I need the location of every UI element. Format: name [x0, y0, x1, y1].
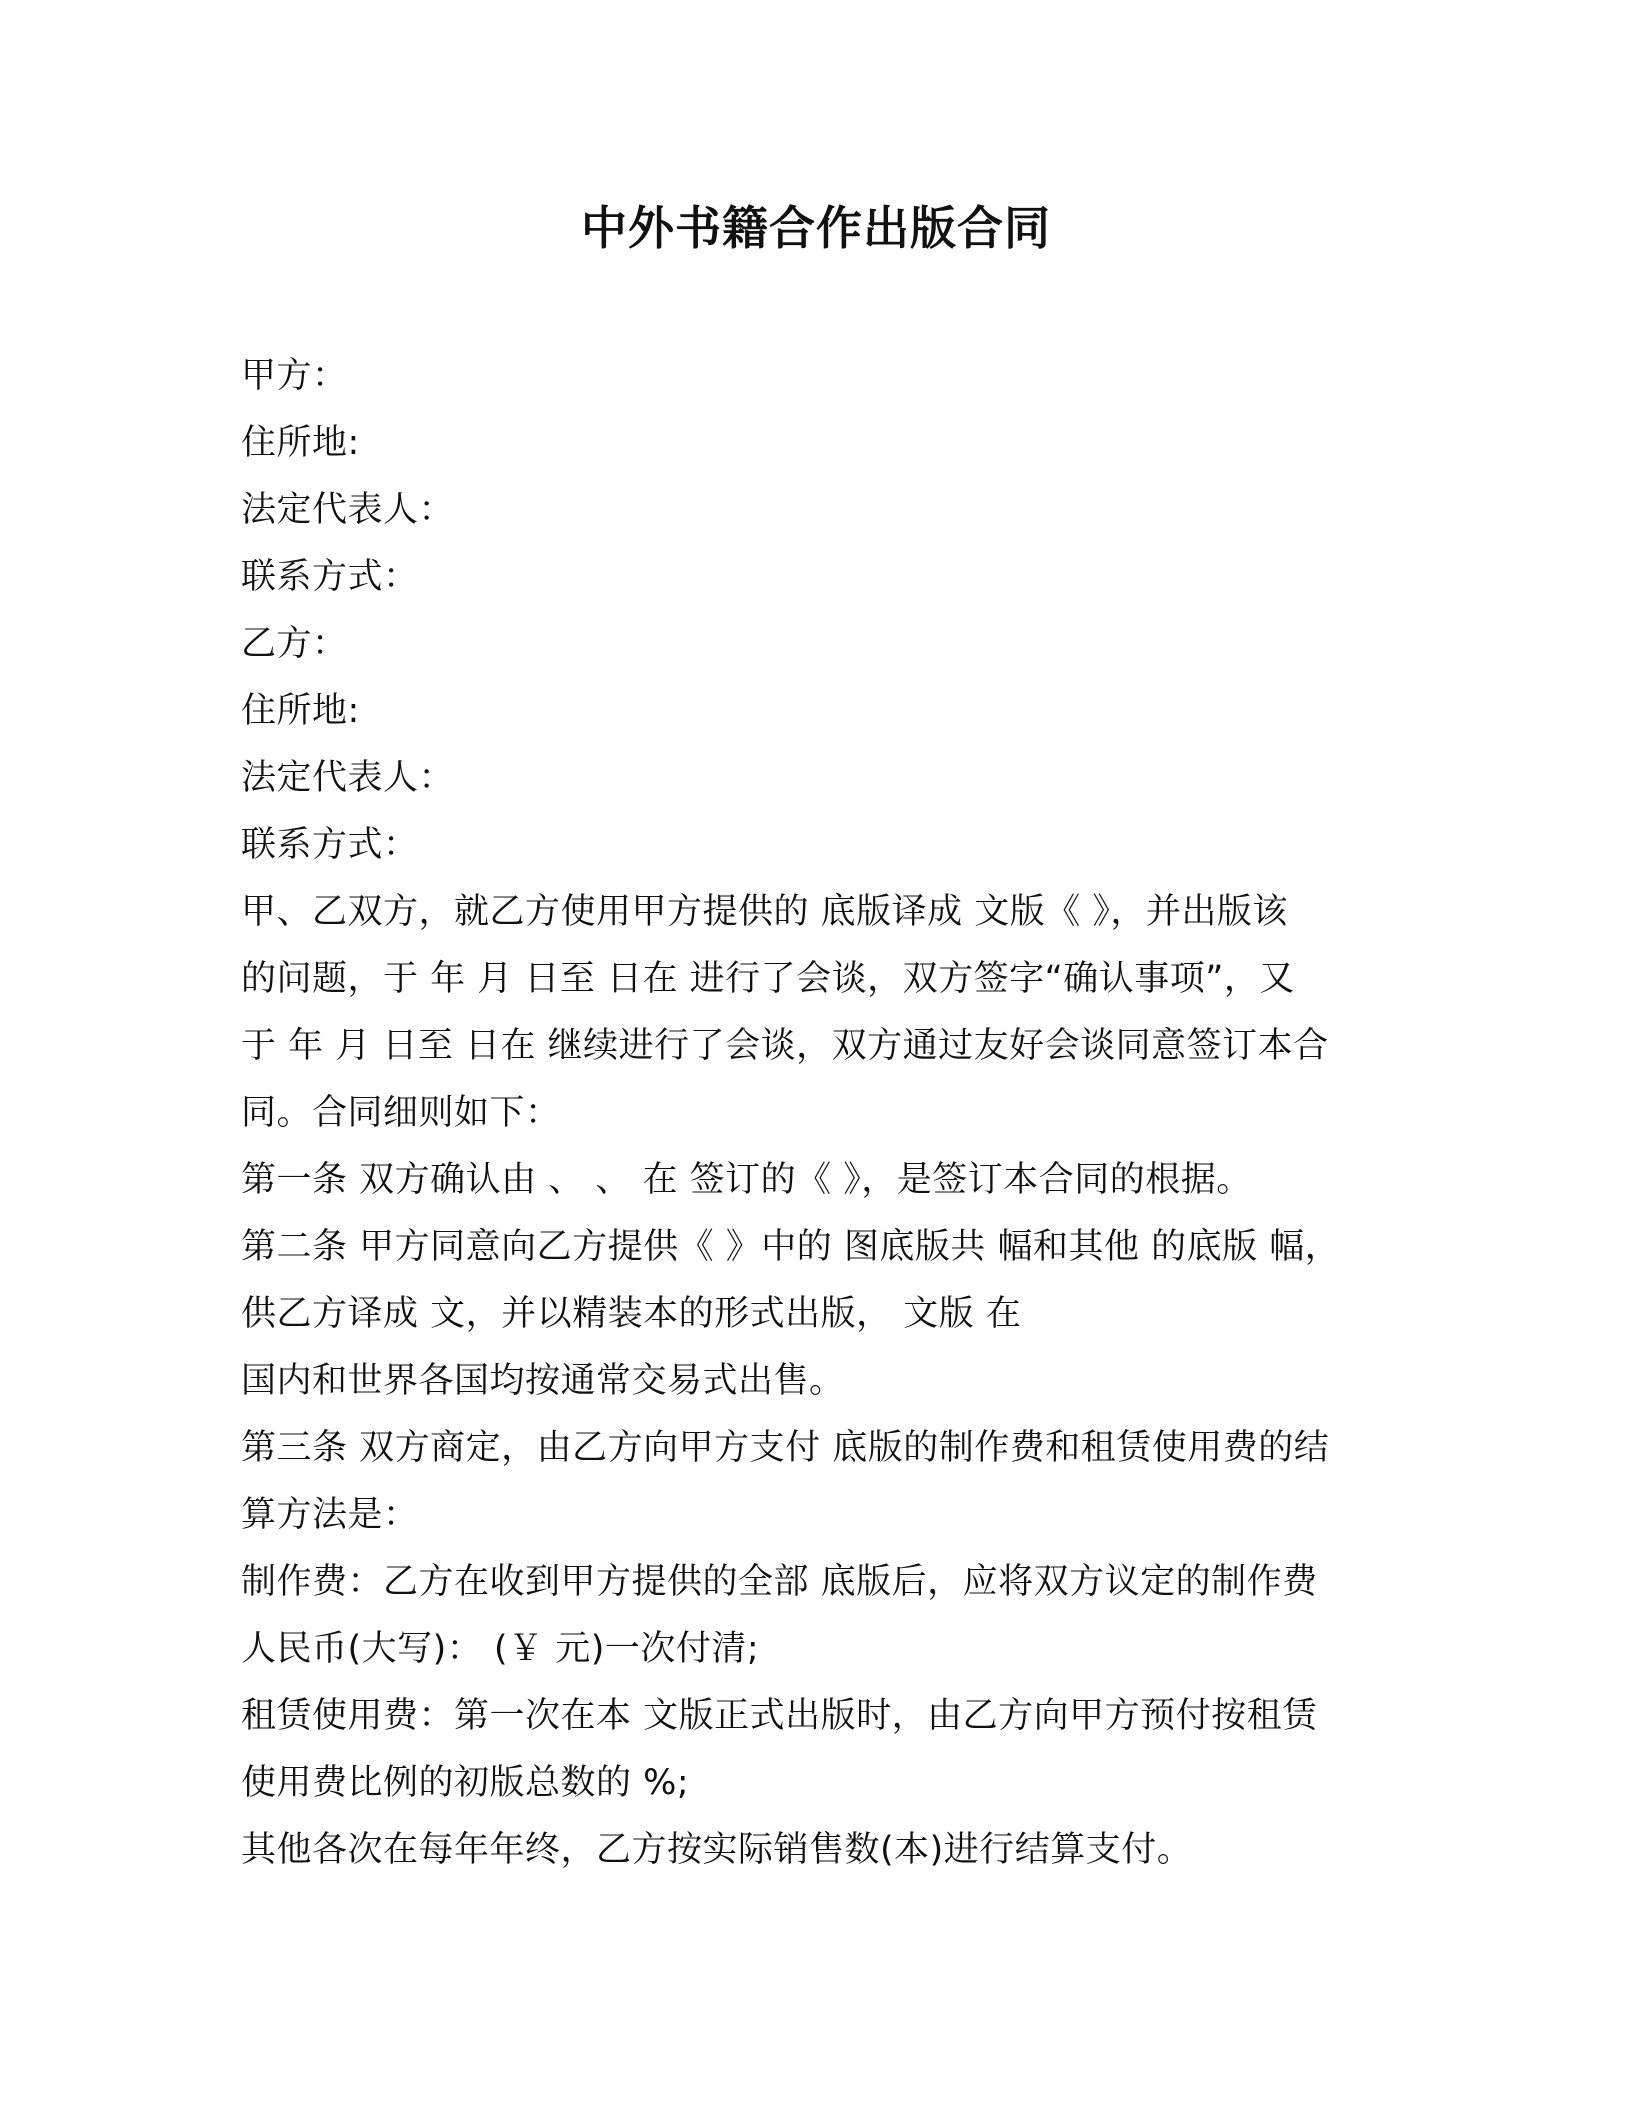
- article-2-line: 供乙方译成 文，并以精装本的形式出版， 文版 在: [241, 1294, 1022, 1334]
- article-2-line: 国内和世界各国均按通常交易式出售。: [241, 1361, 845, 1401]
- article-2-line: 第二条 甲方同意向乙方提供《 》中的 图底版共 幅和其他 的底版 幅，: [241, 1227, 1341, 1267]
- document-title: 中外书籍合作出版合同: [581, 201, 1051, 255]
- party-a-label: 甲方：: [241, 356, 348, 396]
- preamble-line: 同。合同细则如下：: [241, 1093, 561, 1133]
- rental-fee-line: 租赁使用费：第一次在本 文版正式出版时，由乙方向甲方预付按租赁: [241, 1696, 1318, 1736]
- document-body: [241, 343, 1391, 1884]
- production-fee-line: 制作费：乙方在收到甲方提供的全部 底版后，应将双方议定的制作费: [241, 1562, 1318, 1602]
- party-a-contact-label: 联系方式：: [241, 557, 419, 597]
- preamble-line: 甲、乙双方，就乙方使用甲方提供的 底版译成 文版《 》，并出版该: [241, 892, 1288, 932]
- party-a-address-label: 住所地:: [241, 423, 360, 463]
- production-fee-line: 人民币(大写)： (￥ 元)一次付清;: [241, 1629, 760, 1669]
- article-1-line: 第一条 双方确认由 、 、 在 签订的《 》，是签订本合同的根据。: [241, 1160, 1252, 1200]
- party-b-contact-label: 联系方式：: [241, 825, 419, 865]
- rental-fee-line: 使用费比例的初版总数的 %;: [241, 1763, 690, 1803]
- party-b-representative-label: 法定代表人：: [241, 758, 455, 798]
- party-b-address-label: 住所地:: [241, 691, 360, 731]
- article-3-line: 第三条 双方商定，由乙方向甲方支付 底版的制作费和租赁使用费的结: [241, 1428, 1330, 1468]
- party-b-label: 乙方：: [241, 624, 348, 664]
- preamble-line: 的问题，于 年 月 日至 日在 进行了会谈，双方签字“确认事项”，又: [241, 959, 1295, 999]
- article-3-line: 算方法是：: [241, 1495, 419, 1535]
- preamble-line: 于 年 月 日至 日在 继续进行了会谈，双方通过友好会谈同意签订本合: [241, 1026, 1329, 1066]
- settlement-line: 其他各次在每年年终，乙方按实际销售数(本)进行结算支付。: [241, 1830, 1193, 1870]
- party-a-representative-label: 法定代表人：: [241, 490, 455, 530]
